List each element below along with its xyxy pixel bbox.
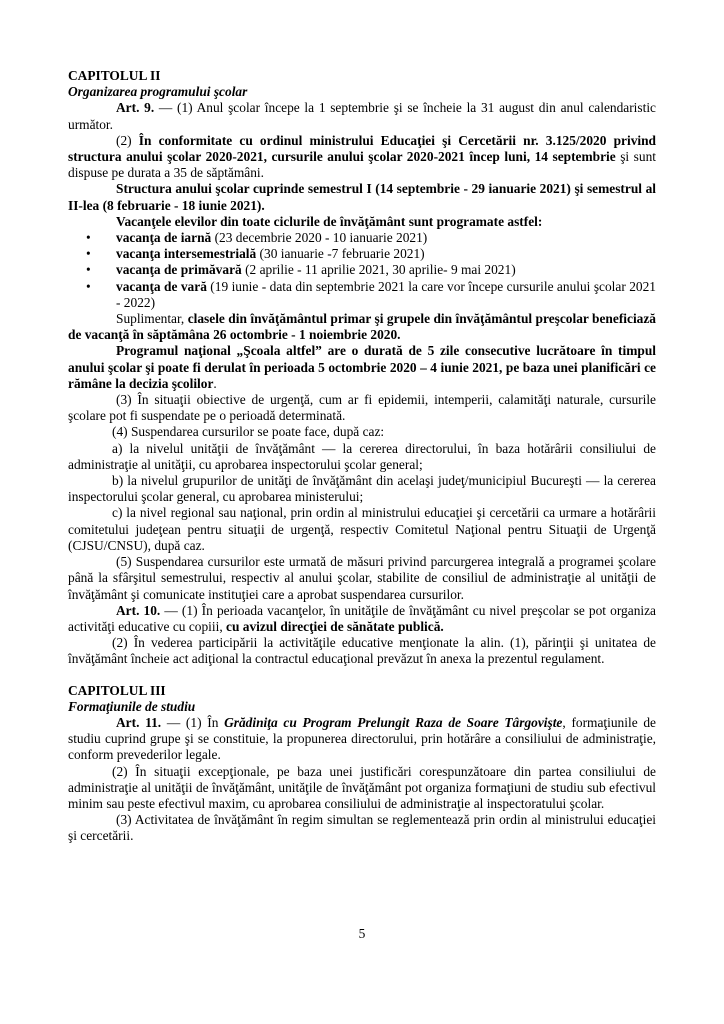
- paragraph-bold-text: În conformitate cu ordinul ministrului Educaţiei şi Cercetării nr. 3.125/2020 privind structura anului şcolar 2020-2021, cursurile anului şcolar 2020-2021 încep luni, 14 septembrie: [68, 132, 656, 165]
- paragraph-text: Suplimentar,: [116, 311, 188, 327]
- chapter-subheading: Formaţiunile de studiu: [68, 698, 196, 714]
- supplementary-vacation: [68, 311, 656, 343]
- paragraph-text: , formaţiunile de studiu cuprind grupe şi se constituie, la propunerea directorului, prin hotărâre a consiliului de administraţie, conform prevederilor legale.: [68, 714, 656, 763]
- bullet-icon: •: [86, 278, 91, 294]
- vacation-dates: (2 aprilie - 11 aprilie 2021, 30 aprilie- 9 mai 2021): [241, 262, 516, 278]
- art9-label: Art. 9.: [116, 100, 155, 116]
- school-year-structure: Structura anului şcolar cuprinde semestrul I (14 septembrie - 29 ianuarie 2021) şi semestrul al II-lea (8 februarie - 18 iunie 2021).: [68, 181, 656, 213]
- paragraph-text: şi sunt dispuse pe durata a 35 de săptămâni.: [68, 149, 657, 181]
- paragraph-text: — (1) În perioada vacanţelor, în unităţile de învăţământ cu nivel preşcolar se pot organiza activităţi educative cu copiii,: [68, 602, 656, 634]
- vacations-intro: Vacanţele elevilor din toate ciclurile de învăţământ sunt programate astfel:: [116, 213, 543, 229]
- art10-label: Art. 10.: [116, 602, 161, 618]
- vacation-name: vacanţa de iarnă: [116, 230, 212, 246]
- chapter-subheading: Organizarea programului şcolar: [68, 84, 248, 100]
- art9-paragraph-1: [68, 100, 656, 132]
- document-page: [68, 68, 656, 845]
- art10-paragraph-2: (2) În vederea participării la activităţile educative menţionate la alin. (1), părinţii şi unitatea de învăţământ încheie act adiţional la contractul educaţional prevăzut în anexa la prezentul regulament.: [68, 635, 656, 667]
- list-item: [68, 262, 656, 278]
- paragraph-bold-text: cu avizul direcţiei de sănătate publică.: [226, 618, 444, 634]
- art9-text: — (1) Anul şcolar începe la 1 septembrie şi se încheie la 31 august din anul calendaristic următor.: [68, 100, 656, 132]
- art11-paragraph-2: (2) În situaţii excepţionale, pe baza unei justificări corespunzătoare din partea consiliului de administraţie al unităţii de învăţământ, unităţile de învăţământ pot organiza formaţiuni de studiu sub efectivul minim sau peste efectivul maxim, cu aprobarea consiliului de administraţie al inspectoratului şcolar.: [68, 763, 656, 811]
- list-item: [68, 279, 656, 311]
- vacation-dates: (23 decembrie 2020 - 10 ianuarie 2021): [211, 230, 428, 246]
- paragraph-number: (2): [116, 132, 139, 148]
- bullet-icon: •: [86, 246, 91, 262]
- art9-paragraph-2: [68, 133, 656, 182]
- chapter-heading: CAPITOLUL II: [68, 68, 161, 83]
- paragraph-text: .: [213, 375, 217, 391]
- paragraph-4: (4) Suspendarea cursurilor se poate face, după caz:: [112, 424, 385, 440]
- list-item: [68, 230, 656, 246]
- bullet-icon: •: [86, 230, 91, 246]
- paragraph-text: — (1) În: [161, 714, 225, 730]
- paragraph-5: (5) Suspendarea cursurilor este urmată de măsuri privind parcurgerea integrală a programei şcolare până la sfârşitul semestrului, respectiv al anului şcolar, stabilite de consiliul de administraţie al unităţii de învăţământ şi comunicate instituţiei care a aprobat suspendarea cursurilor.: [68, 554, 656, 602]
- vacation-name: vacanţa de primăvară: [116, 262, 242, 278]
- bullet-icon: •: [86, 262, 91, 278]
- paragraph-4b: b) la nivelul grupurilor de unităţi de învăţământ din acelaşi judeţ/municipiul Bucureşti — la cererea inspectorului şcolar general, cu aprobarea ministerului;: [68, 473, 656, 505]
- institution-name: Grădiniţa cu Program Prelungit Raza de Soare Târgovişte: [224, 714, 563, 730]
- paragraph-bold-text: Programul naţional „Şcoala altfel” are o durată de 5 zile consecutive lucrătoare în timpul anului şcolar şi poate fi derulat în perioada 5 octombrie 2020 – 4 iunie 2021, pe baza unei planificări ce rămâne la decizia şcolilor: [68, 343, 656, 391]
- list-item: [68, 246, 656, 262]
- paragraph-3: (3) În situaţii obiective de urgenţă, cum ar fi epidemii, intemperii, calamităţi naturale, cursurile şcolare pot fi suspendate pe o perioadă determinată.: [68, 392, 656, 424]
- paragraph-bold-text: clasele din învăţământul primar şi grupele din învăţământul preşcolar beneficiază de vacanţă în săptămâna 26 octombrie - 1 noiembrie 2020.: [68, 311, 656, 343]
- section-gap: [68, 668, 656, 683]
- paragraph-4a: a) la nivelul unităţii de învăţământ — la cererea directorului, în baza hotărârii consiliului de administraţie al unităţii, cu aprobarea inspectorului şcolar general;: [68, 440, 656, 472]
- chapter-heading: CAPITOLUL III: [68, 682, 166, 698]
- vacation-name: vacanţa intersemestrială: [116, 246, 257, 262]
- art11-label: Art. 11.: [116, 714, 162, 730]
- vacation-dates: (30 ianuarie -7 februarie 2021): [256, 246, 425, 262]
- vacation-name: vacanţa de vară: [116, 278, 207, 294]
- paragraph-4c: c) la nivel regional sau naţional, prin ordin al ministrului educaţiei şi cercetării ca urmare a hotărârii comitetului judeţean pentru situaţii de urgenţă, respectiv Comitetul Naţional pentru Situaţii de Urgenţă (CJSU/CNSU), după caz.: [68, 505, 656, 553]
- vacations-list: [68, 230, 656, 311]
- vacation-dates: (19 iunie - data din septembrie 2021 la care vor începe cursurile anului şcolar 2021 - 2022): [116, 278, 656, 310]
- page-number: 5: [358, 926, 366, 941]
- art11-paragraph-1: [68, 715, 656, 764]
- national-program: [68, 343, 656, 392]
- art11-paragraph-3: (3) Activitatea de învăţământ în regim simultan se reglementează prin ordin al ministrului educaţiei şi cercetării.: [68, 812, 656, 844]
- art10-paragraph-1: [68, 603, 656, 635]
